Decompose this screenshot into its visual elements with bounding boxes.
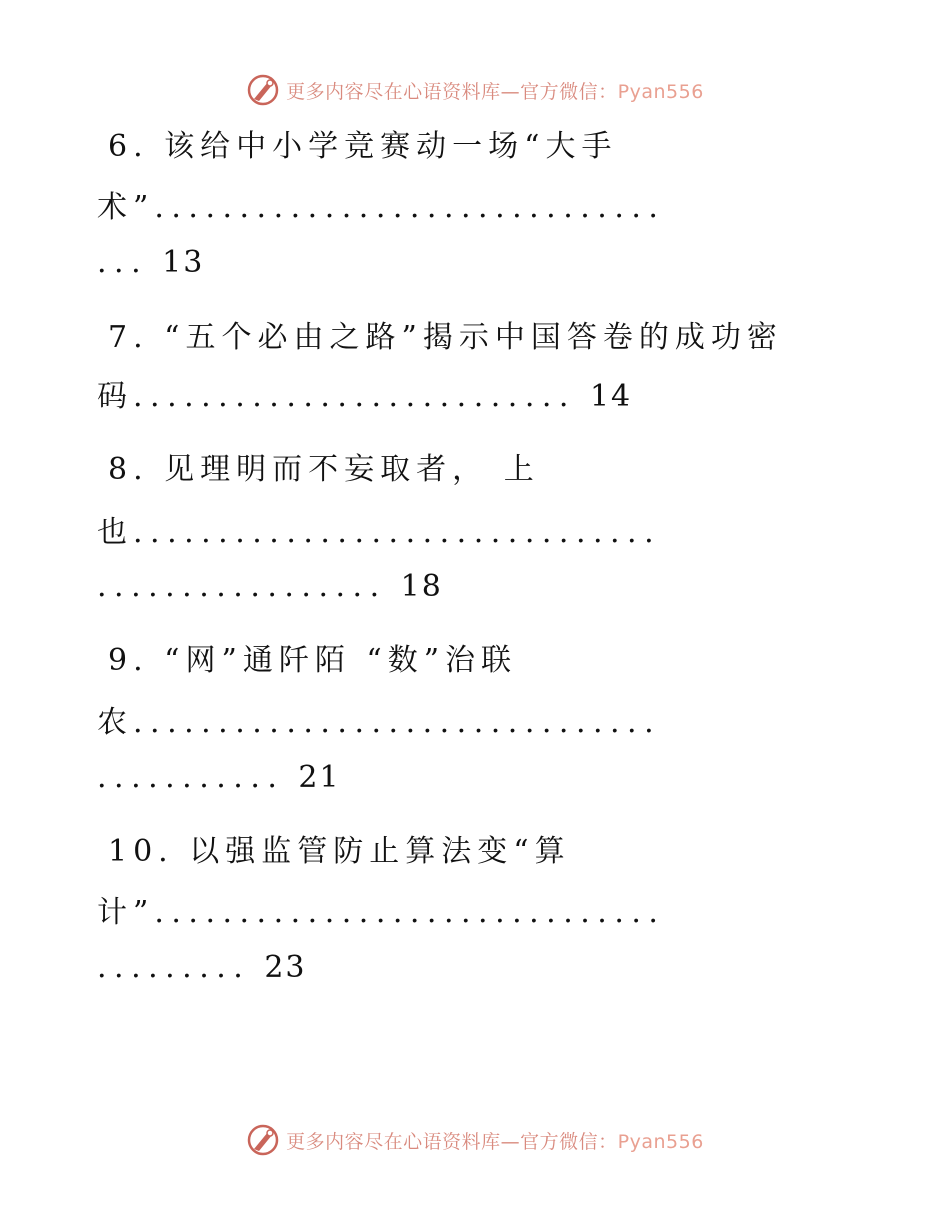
- toc-leader: .................: [97, 569, 387, 604]
- toc-entry-6-line3: [97, 243, 204, 283]
- toc-leader: ...........: [97, 760, 285, 795]
- toc-entry-title: “网”通阡陌 “数”治联: [164, 643, 518, 678]
- pen-logo-icon: [246, 1123, 280, 1157]
- toc-entry-title: “五个必由之路”揭示中国答卷的成功密: [164, 320, 783, 355]
- toc-entry-title-cont: 术”: [97, 190, 155, 225]
- toc-entry-title: 以强监管防止算法变“算: [189, 834, 571, 869]
- toc-entry-title-cont: 也: [97, 515, 133, 550]
- toc-entry-10-line3: [97, 948, 307, 988]
- toc-leader: .........: [97, 950, 251, 985]
- watermark-header: [0, 70, 950, 110]
- toc-entry-title: 该给中小学竞赛动一场“大手: [164, 129, 618, 164]
- toc-entry-8-line2: [97, 513, 661, 553]
- toc-leader: ..............................: [154, 895, 666, 930]
- toc-page-number: 14: [589, 379, 633, 414]
- toc-entry-number: 6.: [108, 129, 149, 164]
- watermark-footer: [0, 1120, 950, 1160]
- toc-leader: ...............................: [133, 515, 662, 550]
- watermark-text: 更多内容尽在心语资料库—官方微信：Pyan556: [286, 80, 704, 103]
- toc-entry-7-line1: [108, 318, 783, 358]
- toc-leader: ..........................: [133, 379, 576, 414]
- toc-entry-9-line3: [97, 758, 341, 798]
- toc-entry-8-line1: [108, 450, 540, 490]
- toc-page-number: 23: [264, 950, 307, 985]
- pen-logo-icon: [246, 73, 280, 107]
- toc-entry-title-cont: 码: [97, 379, 133, 414]
- toc-entry-10-line1: [108, 832, 571, 872]
- toc-entry-number: 7.: [108, 320, 149, 355]
- toc-entry-6-line2: [97, 188, 665, 228]
- toc-entry-number: 10.: [108, 834, 174, 869]
- toc-leader: ...............................: [133, 705, 662, 740]
- toc-page-number: 13: [162, 245, 205, 280]
- toc-leader: ..............................: [154, 190, 666, 225]
- toc-entry-8-line3: [97, 567, 443, 607]
- toc-entry-title-cont: 农: [97, 705, 133, 740]
- watermark-brand: Pyan556: [617, 1130, 704, 1153]
- toc-entry-9-line1: [108, 641, 517, 681]
- toc-entry-9-line2: [97, 703, 661, 743]
- toc-entry-6-line1: [108, 127, 618, 167]
- toc-entry-number: 8.: [108, 452, 149, 487]
- toc-entry-number: 9.: [108, 643, 149, 678]
- toc-entry-title-cont: 计”: [97, 895, 155, 930]
- toc-page-number: 21: [298, 760, 341, 795]
- toc-leader: ...: [97, 245, 149, 280]
- toc-entry-10-line2: [97, 893, 665, 933]
- watermark-brand: Pyan556: [617, 80, 704, 103]
- toc-entry-7-line2: [97, 377, 632, 417]
- toc-entry-title: 见理明而不妄取者， 上: [164, 452, 540, 487]
- toc-page-number: 18: [400, 569, 443, 604]
- watermark-text: 更多内容尽在心语资料库—官方微信：Pyan556: [286, 1130, 704, 1153]
